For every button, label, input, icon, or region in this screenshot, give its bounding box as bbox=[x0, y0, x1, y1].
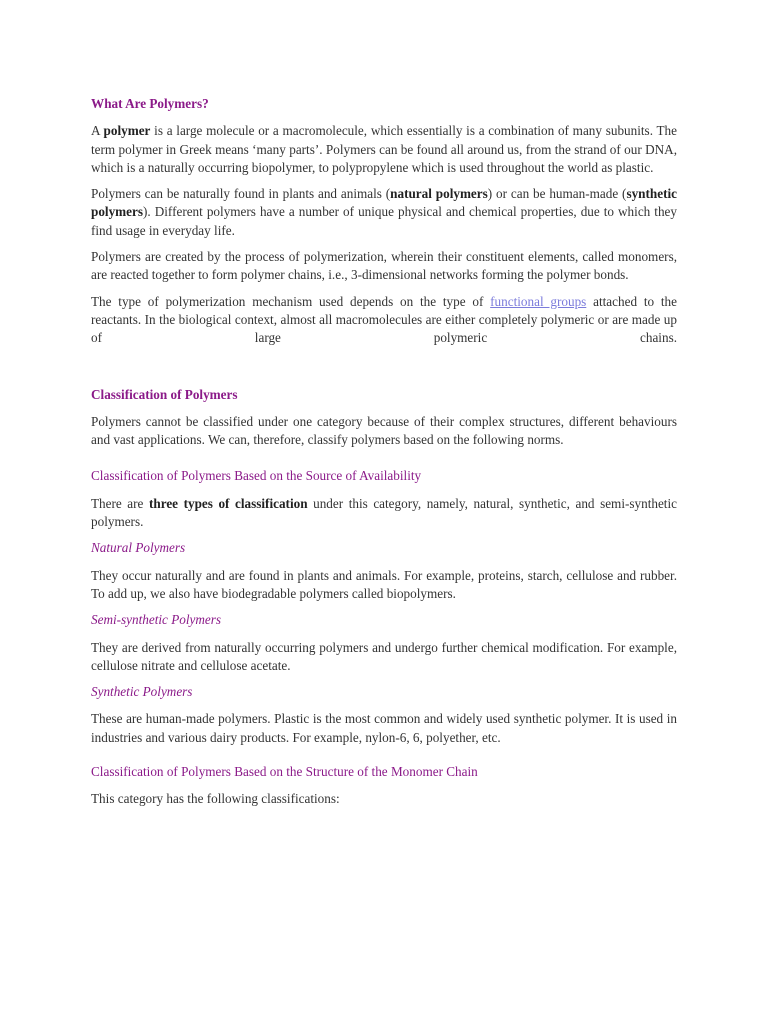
heading-what-are-polymers: What Are Polymers? bbox=[91, 96, 209, 111]
paragraph-natural-polymers: They occur naturally and are found in plants and animals. For example, proteins, starch, cellulose and rubber. To add up, we also have biodegradable polymers called biopolymers. bbox=[91, 567, 677, 601]
paragraph-three-types bbox=[91, 495, 677, 532]
text: ) or can be human-made ( bbox=[487, 186, 627, 202]
functional-groups-link[interactable]: functional groups bbox=[490, 293, 587, 309]
heading-classification: Classification of Polymers bbox=[91, 386, 238, 402]
text: is a large molecule or a macromolecule, which essentially is a combination of many subunits. The term polymer in Greek means ‘many parts’. Polymers can be found all around us, from the strand of our DNA, which is a naturally occurring biopolymer, to polypropylene which is used throughout the world as plastic. bbox=[91, 123, 677, 175]
bold-term-natural-polymers: natural polymers bbox=[390, 186, 488, 202]
paragraph-natural-synthetic bbox=[91, 185, 677, 240]
heading-synthetic-polymers: Synthetic Polymers bbox=[91, 684, 193, 700]
heading-source-of-availability: Classification of Polymers Based on the Source of Availability bbox=[91, 468, 422, 484]
text: attached to the reactants. In the biological context, almost all macromolecules are either completely polymeric or are made up of large polymeric chains. bbox=[91, 293, 677, 346]
text: Polymers can be naturally found in plants and animals ( bbox=[91, 186, 391, 202]
paragraph-polymer-definition bbox=[91, 122, 677, 177]
paragraph-synthetic-polymers: These are human-made polymers. Plastic is the most common and widely used synthetic polymer. It is used in industries and various dairy products. For example, nylon-6, 6, polyether, etc. bbox=[91, 711, 677, 745]
text: There are bbox=[91, 495, 149, 511]
text: under this category, namely, natural, synthetic, and semi-synthetic polymers. bbox=[91, 495, 677, 530]
bold-term-three-types: three types of classification bbox=[148, 495, 308, 511]
heading-structure-of-monomer-chain: Classification of Polymers Based on the Structure of the Monomer Chain bbox=[91, 764, 478, 780]
heading-natural-polymers: Natural Polymers bbox=[91, 540, 186, 556]
paragraph-mechanism bbox=[91, 293, 677, 348]
paragraph-following-classifications: This category has the following classifications: bbox=[91, 791, 340, 807]
text: The type of polymerization mechanism used depends on the type of bbox=[91, 293, 491, 309]
bold-term-polymer: polymer bbox=[103, 123, 151, 139]
heading-semi-synthetic-polymers: Semi-synthetic Polymers bbox=[91, 612, 222, 628]
paragraph-classification-intro: Polymers cannot be classified under one category because of their complex structures, different behaviours and vast applications. We can, therefore, classify polymers based on the following norms. bbox=[91, 413, 677, 448]
text: A bbox=[91, 123, 104, 139]
spacer bbox=[91, 356, 677, 386]
paragraph-polymerization: Polymers are created by the process of polymerization, wherein their constituent elements, called monomers, are reacted together to form polymer chains, i.e., 3-dimensional networks forming the polymer bonds. bbox=[91, 249, 677, 283]
text: ). Different polymers have a number of unique physical and chemical properties, due to which they find usage in everyday life. bbox=[91, 204, 677, 238]
bold-term-synthetic-polymers: synthetic polymers bbox=[91, 186, 677, 220]
paragraph-semi-synthetic-polymers: They are derived from naturally occurring polymers and undergo further chemical modification. For example, cellulose nitrate and cellulose acetate. bbox=[91, 639, 677, 673]
